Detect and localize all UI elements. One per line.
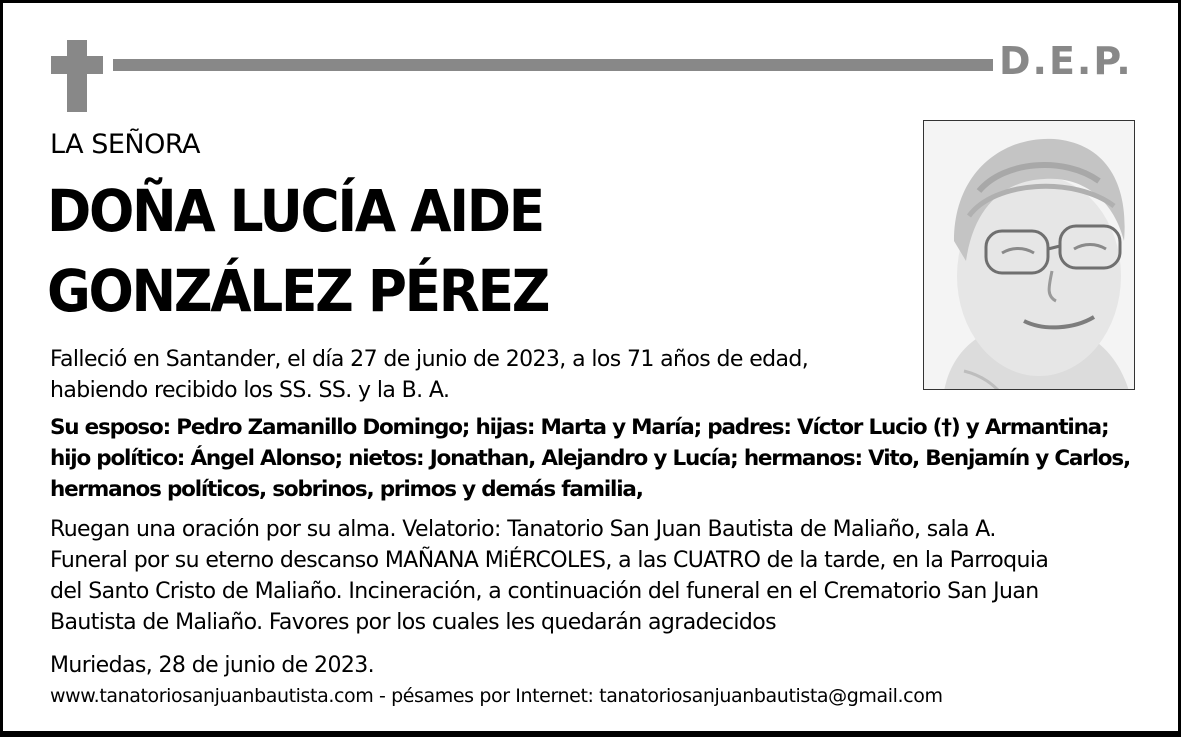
death-notice	[50, 344, 910, 406]
header-rule	[113, 59, 993, 71]
contact-line: www.tanatoriosanjuanbautista.com - pésames por Internet: tanatoriosanjuanbautista@gmail.com	[50, 685, 943, 707]
place-date: Muriedas, 28 de junio de 2023.	[50, 653, 375, 678]
deceased-name-line1: DOÑA LUCÍA AIDE	[47, 177, 543, 245]
death-notice-line1: Falleció en Santander, el día 27 de junio de 2023, a los 71 años de edad,	[50, 347, 809, 372]
death-notice-line2: habiendo recibido los SS. SS. y la B. A.	[50, 378, 450, 403]
deceased-name-line2: GONZÁLEZ PÉREZ	[47, 257, 549, 325]
service-line2: Funeral por su eterno descanso MAÑANA MiÉRCOLES, a las CUATRO de la tarde, en la Parroquia	[50, 548, 1049, 573]
cross-icon	[67, 40, 87, 112]
honorific: LA SEÑORA	[50, 129, 200, 160]
service-details	[50, 514, 1150, 638]
portrait-image	[924, 121, 1135, 390]
family-line3: hermanos políticos, sobrinos, primos y demás familia,	[50, 477, 643, 502]
cross-icon-bar	[51, 56, 103, 74]
service-line3: del Santo Cristo de Maliaño. Incineración, a continuación del funeral en el Crematorio San Juan	[50, 579, 1039, 604]
portrait-photo	[923, 120, 1135, 390]
family-line2: hijo político: Ángel Alonso; nietos: Jonathan, Alejandro y Lucía; hermanos: Vito, Benjamín y Carlos,	[50, 446, 1130, 471]
service-line4: Bautista de Maliaño. Favores por los cuales les quedarán agradecidos	[50, 610, 776, 635]
dep-label: D.E.P.	[999, 39, 1133, 83]
family-line1: Su esposo: Pedro Zamanillo Domingo; hijas: Marta y María; padres: Víctor Lucio (†) y Armantina;	[50, 415, 1109, 440]
service-line1: Ruegan una oración por su alma. Velatorio: Tanatorio San Juan Bautista de Maliaño, sala A.	[50, 517, 996, 542]
family-list	[50, 412, 1150, 505]
